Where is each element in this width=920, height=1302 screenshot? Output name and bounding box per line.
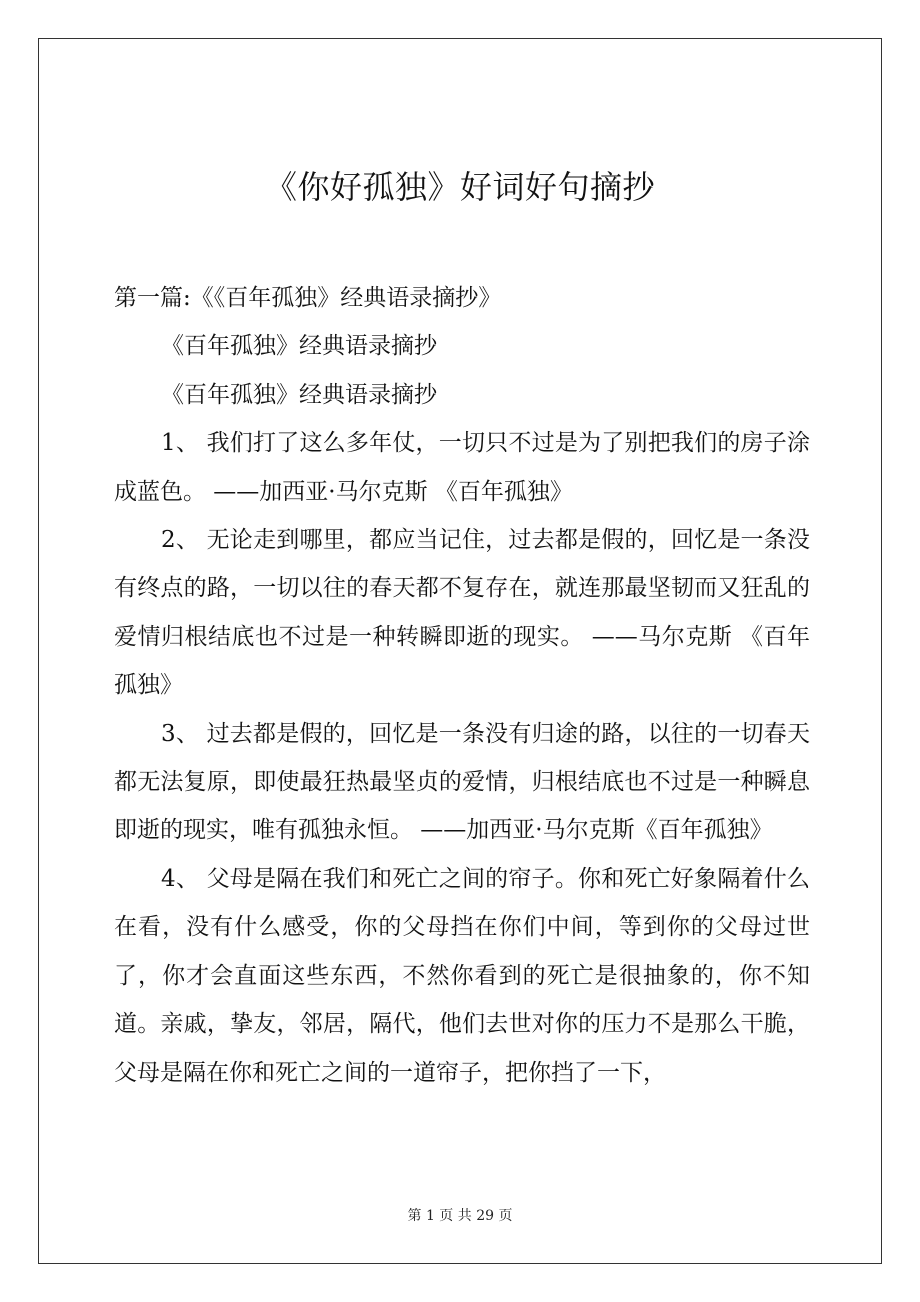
quote-paragraph: 3、 过去都是假的，回忆是一条没有归途的路，以往的一切春天都无法复原，即使最狂热最坚贞的爱情，归根结底也不过是一种瞬息即逝的现实，唯有孤独永恒。 ——加西亚·马尔克斯《百年孤独》 xyxy=(114,720,810,844)
page-number-footer: 第 1 页 共 29 页 xyxy=(407,1208,513,1224)
subheading: 《百年孤独》经典语录摘抄 xyxy=(161,381,437,408)
quote-paragraph: 1、 我们打了这么多年仗，一切只不过是为了别把我们的房子涂成蓝色。 ——加西亚·马尔克斯 《百年孤独》 xyxy=(114,430,810,505)
subheading: 《百年孤独》经典语录摘抄 xyxy=(161,333,437,360)
quote-paragraph: 4、 父母是隔在我们和死亡之间的帘子。你和死亡好象隔着什么在看，没有什么感受，你的父母挡在你们中间，等到你的父母过世了，你才会直面这些东西，不然你看到的死亡是很抽象的，你不知道。亲戚，挚友，邻居，隔代，他们去世对你的压力不是那么干脆，父母是隔在你和死亡之间的一道帘子，把你挡了一下， xyxy=(114,865,810,1086)
section-heading: 第一篇:《《百年孤独》经典语录摘抄》 xyxy=(114,285,502,311)
document-title: 《你好孤独》好词好句摘抄 xyxy=(264,168,655,207)
document-body xyxy=(114,274,810,1097)
quote-paragraph: 2、 无论走到哪里，都应当记住，过去都是假的，回忆是一条没有终点的路，一切以往的春天都不复存在，就连那最坚韧而又狂乱的爱情归根结底也不过是一种转瞬即逝的现实。 ——马尔克斯 《百年孤独》 xyxy=(114,527,810,699)
